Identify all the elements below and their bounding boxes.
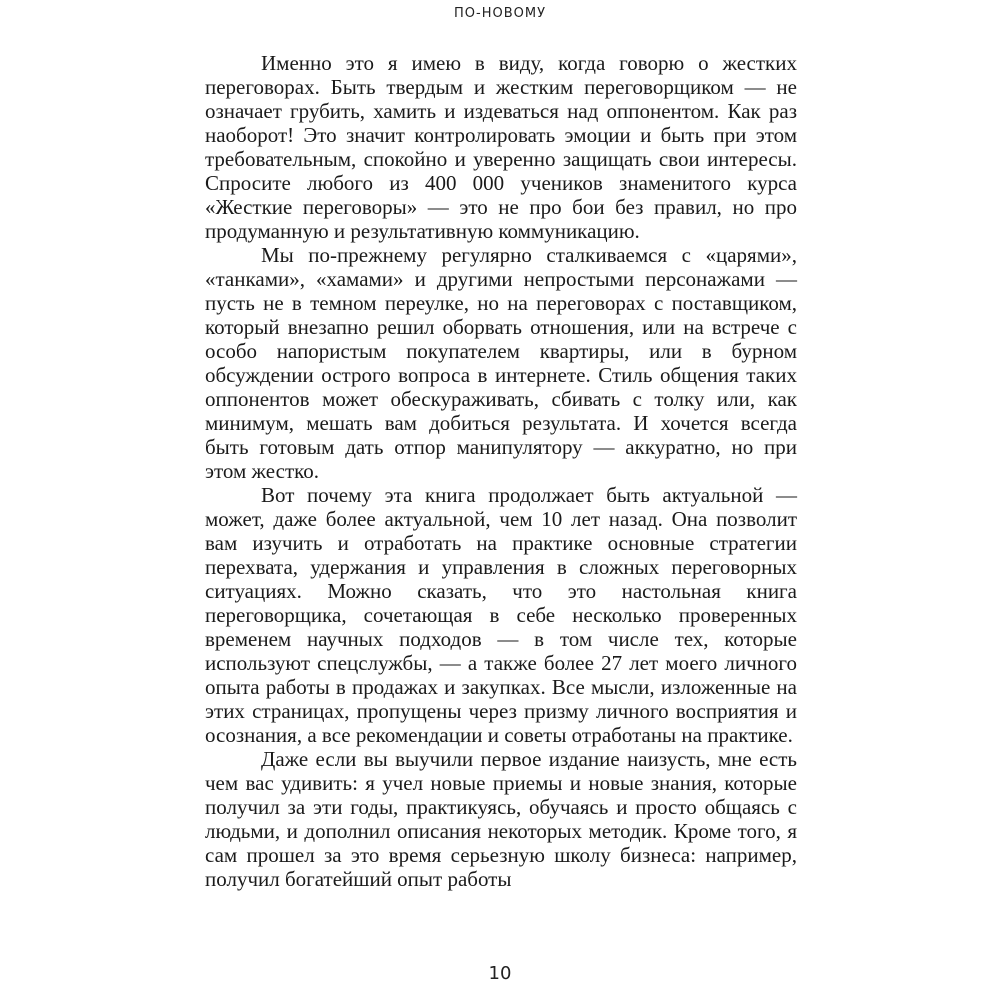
paragraph-4: Даже если вы выучили первое издание наизусть, мне есть чем вас удивить: я учел новые приемы и новые знания, которые получил за эти годы, практикуясь, обучаясь и просто общаясь с людьми, и дополнил описания некоторых методик. Кроме того, я сам прошел за это время серьезную школу бизнеса: например, получил богатейший опыт работы — [205, 747, 797, 891]
page-number: 10 — [488, 963, 512, 984]
running-head: ПО-НОВОМУ — [454, 6, 546, 21]
paragraph-3: Вот почему эта книга продолжает быть актуальной — может, даже более актуальной, чем 10 лет назад. Она позволит вам изучить и отработать на практике основные стратегии перехвата, удержания и управления в сложных переговорных ситуациях. Можно сказать, что это настольная книга переговорщика, сочетающая в себе несколько проверенных временем научных подходов — в том числе тех, которые используют спецслужбы, — а также более 27 лет моего личного опыта работы в продажах и закупках. Все мысли, изложенные на этих страницах, пропущены через призму личного восприятия и осознания, а все рекомендации и советы отработаны на практике. — [205, 483, 797, 747]
paragraph-2: Мы по-прежнему регулярно сталкиваемся с «царями», «танками», «хамами» и другими непростыми персонажами — пусть не в темном переулке, но на переговорах с поставщиком, который внезапно решил оборвать отношения, или на встрече с особо напористым покупателем квартиры, или в бурном обсуждении острого вопроса в интернете. Стиль общения таких оппонентов может обескураживать, сбивать с толку или, как минимум, мешать вам добиться результата. И хочется всегда быть готовым дать отпор манипулятору — аккуратно, но при этом жестко. — [205, 243, 797, 483]
paragraph-1: Именно это я имею в виду, когда говорю о жестких переговорах. Быть твердым и жестким переговорщиком — не означает грубить, хамить и издеваться над оппонентом. Как раз наоборот! Это значит контролировать эмоции и быть при этом требовательным, спокойно и уверенно защищать свои интересы. Спросите любого из 400 000 учеников знаменитого курса «Жесткие переговоры» — это не про бои без правил, но про продуманную и результативную коммуникацию. — [205, 51, 797, 243]
body-text — [205, 51, 797, 891]
